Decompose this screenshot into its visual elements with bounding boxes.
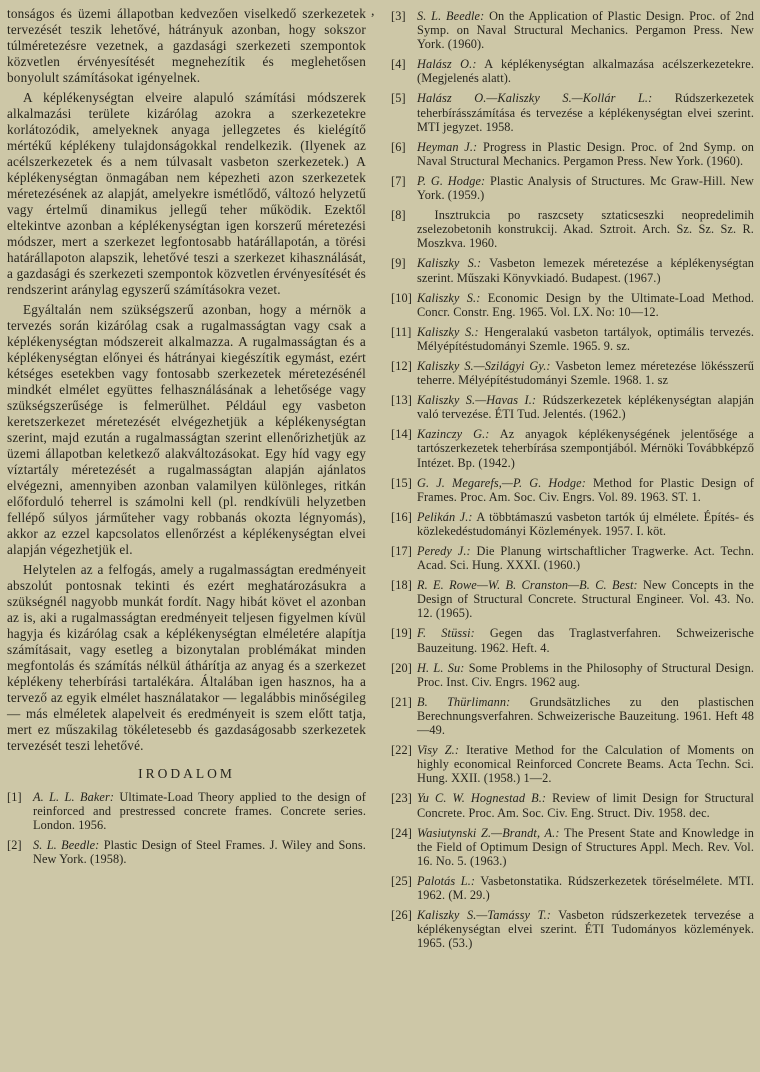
- reference-text: Review of limit Design for Structural Concrete. Proc. Am. Soc. Civ. Eng. Struct. Div. 1958. dec.: [417, 791, 754, 820]
- reference-number: [7]: [391, 173, 406, 188]
- reference-item: [391, 91, 754, 133]
- reference-author: S. L. Beedle:: [33, 838, 100, 853]
- reference-item: [391, 874, 754, 902]
- reference-text: A többtámaszú vasbeton tartók új elmélete. Építés- és közlekedéstudományi Közlemények. 1957. I. köt.: [417, 509, 754, 538]
- reference-author: Kaliszky S.:: [417, 256, 482, 271]
- reference-number: [5]: [391, 91, 406, 106]
- reference-author: Peredy J.:: [417, 544, 471, 558]
- reference-author: Kaliszky S.—Tamássy T.:: [417, 908, 551, 923]
- reference-text: Plastic Analysis of Structures. Mc Graw-Hill. New York. (1959.): [417, 173, 754, 203]
- reference-author: Halász O.—Kaliszky S.—Kollár L.:: [417, 91, 653, 106]
- reference-author: Heyman J.:: [417, 139, 478, 154]
- reference-text: Hengeralakú vasbeton tartályok, optimális tervezés. Mélyépítéstudományi Szemle. 1965. 9. sz.: [417, 324, 754, 353]
- reference-number: [13]: [391, 393, 412, 408]
- reference-item: [7, 790, 366, 832]
- reference-text: Grundsätzliches zu den plastischen Berechnungsverfahren. Schweizerische Bauzeitung. 1961. Heft 48—49.: [417, 694, 754, 738]
- reference-number: [18]: [391, 578, 412, 593]
- reference-item: [391, 174, 754, 202]
- reference-author: Kaliszky S.:: [417, 290, 481, 305]
- reference-text: On the Application of Plastic Design. Proc. of 2nd Symp. on Naval Structural Mechanics. Pergamon Press. New York. (1960).: [417, 9, 754, 52]
- reference-text: A képlékenységtan alkalmazása acélszerkezetekre. (Megjelenés alatt).: [417, 57, 754, 86]
- reference-author: Kaliszky S.:: [417, 324, 479, 339]
- reference-author: Kaliszky S.—Havas I.:: [417, 393, 537, 408]
- paragraph: Egyáltalán nem szükségszerű azonban, hogy a mérnök a tervezés során kizárólag csak a rugalmasságtan vagy csak a képlékenységtan módszereit alkalmazza. A rugalmasságtan és a képlékenységtan előnyei és hátrányai kiegészítik egymást, ezért kétséges esetekben vagy fontosabb szerkezetek méretezésénél mindkét elmélet együttes felhasználásának a lehetősége vagy szükségszerűsége is felmerülhet. Például egy vasbeton keretszerkezet méretezését elvégezhetjük a képlékenységtan szerint, majd ezután a rugalmasságtan szerint ellenőrizhetjük az üzemi állapotban keletkező alakváltozásokat. Egy híd vagy egy víztartály méretezését a rugalmasságtan alapján ajánlatos elvégezni, amennyiben azonban valamilyen különleges, ritkán előforduló teherrel is számolni kell (pl. rendkívüli helyzetben fellépő súlyos járműteher vagy robbanás okozta légnyomás), akkor az ezzel kapcsolatos ellenőrzést a képlékenységtan elvei alapján végezhetjük el.: [7, 302, 366, 557]
- stray-ink-mark: ,: [371, 4, 375, 19]
- reference-author: Kaliszky S.—Szilágyi Gy.:: [417, 358, 551, 373]
- reference-number: [25]: [391, 873, 412, 888]
- reference-number: [15]: [391, 475, 412, 490]
- reference-author: P. G. Hodge:: [417, 173, 486, 188]
- reference-item: [391, 544, 754, 572]
- right-column: [391, 9, 754, 956]
- reference-item: [391, 661, 754, 689]
- reference-text: Rúdszerkezetek képlékenységtan alapján való tervezése. ÉTI Tud. Jelentés. (1962.): [417, 393, 754, 422]
- reference-number: [17]: [391, 544, 412, 558]
- bibliography-heading: IRODALOM: [138, 766, 235, 781]
- paragraph: A képlékenységtan elveire alapuló számítási módszerek alkalmazási területe kizárólag azokra a szerkezetekre korlátozódik, amelyeknek anyaga jellegzetes és kielégítő mértékű képlékeny tulajdonságokkal rendelkezik. (Ilyenek az acélszerkezetek és a nem túlvasalt vasbeton szerkezetek.) A képlékenységtan önmagában nem képezheti azon szerkezetek méretezésének az alapját, amelyekre ismétlődő, változó helyzetű vagy értelmű dinamikus jellegű teher működik. Ezektől eltekintve azonban a képlékenységtan igen korszerű méretezési módszer, mert a szerkezet legfontosabb határállapotán, a törési határállapoton alapszik, lehetővé teszi a szerkezet kihasználását, a gazdasági és szerkezeti szempontok közvetlen érvényesítését és rendszerint aránylag egyszerű számításokra vezet.: [7, 90, 366, 297]
- reference-author: R. E. Rowe—W. B. Cranston—B. C. Best:: [417, 578, 638, 593]
- reference-number: [23]: [391, 791, 412, 806]
- bibliography-list-right: [391, 9, 754, 950]
- reference-text: Method for Plastic Design of Frames. Proc. Am. Soc. Civ. Engrs. Vol. 89. 1963. ST. 1.: [417, 475, 754, 504]
- reference-text: Gegen das Traglastverfahren. Schweizerische Bauzeitung. 1962. Heft. 4.: [417, 626, 754, 655]
- reference-item: [391, 695, 754, 737]
- reference-author: Palotás L.:: [417, 873, 476, 888]
- reference-text: Some Problems in the Philosophy of Structural Design. Proc. Inst. Civ. Engrs. 1962 aug.: [417, 660, 754, 689]
- reference-author: S. L. Beedle:: [417, 9, 485, 23]
- reference-item: [391, 826, 754, 868]
- body-text: [7, 6, 366, 754]
- reference-item: [391, 393, 754, 421]
- reference-number: [16]: [391, 509, 412, 524]
- reference-number: [21]: [391, 694, 412, 709]
- reference-number: [12]: [391, 358, 412, 373]
- reference-number: [3]: [391, 9, 406, 23]
- reference-item: [391, 208, 754, 250]
- bibliography-list-left: [7, 790, 366, 866]
- reference-text: Vasbeton lemez méretezése lökésszerű teherre. Mélyépítéstudományi Szemle. 1968. 1. sz: [417, 358, 754, 388]
- reference-author: G. J. Megarefs,—P. G. Hodge:: [417, 475, 586, 490]
- reference-number: [26]: [391, 908, 412, 923]
- reference-number: [9]: [391, 256, 406, 271]
- reference-number: [4]: [391, 57, 406, 72]
- reference-text: Vasbetonstatika. Rúdszerkezetek töréselmélete. MTI. 1962. (M. 29.): [417, 873, 755, 902]
- reference-text: Plastic Design of Steel Frames. J. Wiley and Sons. New York. (1958).: [33, 838, 366, 867]
- reference-item: [391, 791, 754, 819]
- reference-number: [24]: [391, 825, 412, 840]
- reference-item: [391, 510, 754, 538]
- reference-text: The Present State and Knowledge in the Field of Optimum Design of Structures Appl. Mech. Rev. Vol. 16. No. 5. (1963.): [417, 825, 755, 868]
- reference-item: [391, 427, 754, 469]
- reference-number: [8]: [391, 208, 406, 223]
- reference-text: New Concepts in the Design of Structural Concrete. Structural Engineer. Vol. 43. No. 12. (1965).: [417, 578, 754, 621]
- reference-text: Vasbeton rúdszerkezetek tervezése a képlékenységtan elvei szerint. ÉTI Tudományos közlemények. 1965. (53.): [417, 908, 755, 951]
- reference-number: [1]: [7, 790, 22, 804]
- reference-item: [391, 359, 754, 387]
- paragraph: Helytelen az a felfogás, amely a rugalmasságtan eredményeit abszolút pontosnak tekinti és ezért meghatározásukra a szükségnél nagyobb munkát fordít. Nagy hibát követ el azonban az is, aki a rugalmasságtan eredményeit teljesen figyelmen kívül hagyja és kizárólag csak a képlékenységtan elméletére alapítja számításait, vagy esetleg a bizonytalan problémákat minden megfontolás és számítás nélkül áthárítja az anyag és a szerkezet képlékeny teherbírási tartalékára. Általában igen hasznos, ha a tervező az egyik elmélet használatakor — legalábbis minőségileg — más elméletek alapelveit és eredményeit is szem előtt tatja, mert ez műszakilag tökéletesebb és gazdaságosabb szerkezetek tervezését teszi lehetővé.: [7, 562, 366, 753]
- reference-text: Az anyagok képlékenységének jelentősége a tartószerkezetek teherbírása szempontjából. Mérnöki Továbbképző Intézet. Bp. (1942.): [417, 427, 754, 470]
- reference-text: Economic Design by the Ultimate-Load Method. Concr. Constr. Eng. 1965. Vol. LX. No: 10—12.: [417, 290, 754, 319]
- reference-text: Insztrukcia po raszcsety sztaticseszki neopredelimih zselezobetonih konstrukcij. Akad. Sztroit. Arch. Sz. Sz. Sz. R. Moszkva. 1960.: [417, 208, 754, 251]
- reference-number: [14]: [391, 427, 412, 442]
- reference-item: [391, 325, 754, 353]
- reference-text: Progress in Plastic Design. Proc. of 2nd Symp. on Naval Structural Mechanics. Pergamon Press. New York. (1960).: [417, 139, 754, 168]
- reference-author: A. L. L. Baker:: [33, 790, 115, 804]
- reference-text: Ultimate-Load Theory applied to the design of reinforced and prestressed concrete frames. Concrete series. London. 1956.: [33, 790, 366, 833]
- reference-item: [391, 140, 754, 168]
- reference-number: [10]: [391, 290, 412, 305]
- reference-number: [2]: [7, 838, 22, 853]
- reference-number: [20]: [391, 660, 412, 675]
- reference-author: H. L. Su:: [417, 660, 465, 675]
- reference-author: Yu C. W. Hognestad B.:: [417, 791, 547, 806]
- reference-item: [391, 743, 754, 785]
- reference-number: [11]: [391, 324, 412, 339]
- reference-item: [391, 476, 754, 504]
- reference-item: [391, 57, 754, 85]
- reference-number: [19]: [391, 626, 412, 641]
- reference-text: Die Planung wirtschaftlicher Tragwerke. Act. Techn. Acad. Sci. Hung. XXXI. (1960.): [417, 544, 754, 573]
- reference-item: [391, 908, 754, 950]
- reference-text: Rúdszerkezetek teherbírásszámítása és tervezése a képlékenységtan elvei szerint. MTI jegyzet. 1958.: [417, 91, 754, 134]
- reference-item: [391, 256, 754, 284]
- reference-text: Vasbeton lemezek méretezése a képlékenységtan szerint. Műszaki Könyvkiadó. Budapest. (1967.): [417, 256, 755, 285]
- reference-item: [7, 838, 366, 866]
- paragraph: tonságos és üzemi állapotban kedvezően viselkedő szerkezetek tervezését teszik lehetővé, hátrányuk azonban, hogy sokszor túlméretezésre vezetnek, a gazdasági szerkezeti szempontok közvetlen érvényesítését megnehezítik és meglehetősen bonyolult számításokat igényelnek.: [7, 6, 366, 85]
- reference-author: Halász O.:: [417, 57, 477, 72]
- reference-item: [391, 9, 754, 51]
- reference-item: [391, 291, 754, 319]
- reference-text: Iterative Method for the Calculation of Moments on highly economical Reinforced Concrete Beams. Acta Techn. Sci. Hung. XXII. (1958.) 1—2.: [417, 743, 754, 786]
- reference-number: [22]: [391, 743, 412, 758]
- reference-author: Wasiutynski Z.—Brandt, A.:: [417, 825, 560, 840]
- reference-item: [391, 578, 754, 620]
- reference-author: Pelikán J.:: [417, 509, 473, 524]
- reference-author: F. Stüssi:: [417, 626, 475, 641]
- left-column: [7, 6, 366, 872]
- reference-author: Visy Z.:: [417, 743, 460, 758]
- reference-item: [391, 626, 754, 654]
- reference-author: Kazinczy G.:: [417, 427, 490, 442]
- reference-number: [6]: [391, 139, 406, 154]
- reference-author: B. Thürlimann:: [417, 694, 511, 709]
